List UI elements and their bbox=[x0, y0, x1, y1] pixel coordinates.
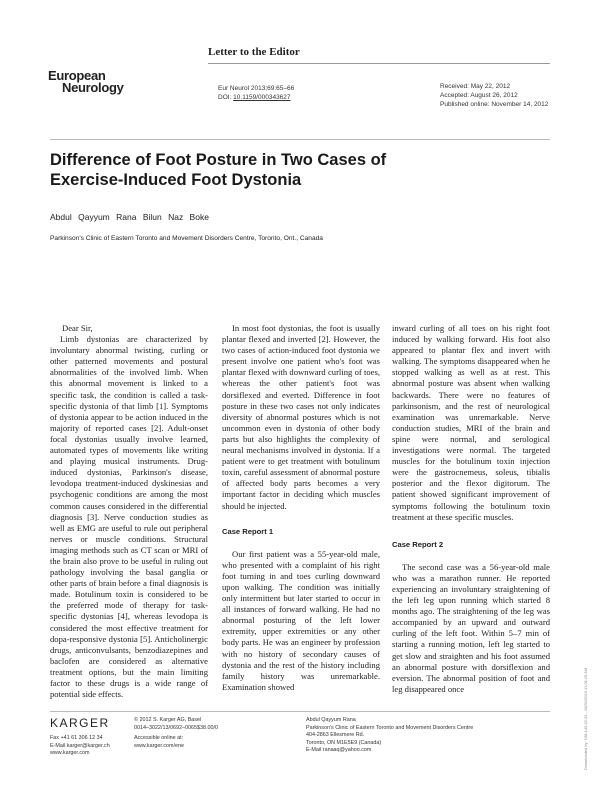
journal-logo bbox=[48, 70, 138, 94]
footer-rule bbox=[50, 711, 550, 712]
publisher-website[interactable]: www.karger.com bbox=[50, 750, 90, 756]
paragraph: inward curling of all toes on his right foot induced by walking forward. His foot also appeared to plantar flex and invert with walking. The symptoms disappeared when he stopped walking as well as at rest. This abnormal posture was absent when walking backwards. There were no features of parkinsonism, and the rest of neurological examination was unremarkable. Nerve conduction studies, MRI of the brain and spine were normal, and serological investigations were normal. The targeted muscles for the botulinum toxin injection were the gastrocnemeus, soleus, tibialis posterior and the flexor digitorum. The patient showed significant improvement of symptoms following the botulinum toxin treatment at these specific muscles. bbox=[392, 323, 550, 522]
paragraph: Limb dystonias are characterized by involuntary abnormal twisting, curling or other patterned movements and postural abnormalities of the involved limb. When this abnormal movement is linked to a specific task, the condition is called a task-specific dystonia of that limb [1]. Symptoms of dystonia appear to be action induced in the majority of reported cases [2]. Adult-onset focal dystonias usually involve learned, automated types of movements like writing and playing musical instruments. Drug-induced dystonias, Parkinson's disease, levodopa treatment-induced dyskinesias and psychogenic conditions are among the most common causes considered in the differential diagnosis [3]. Nerve conduction studies as well as EMG are useful to rule out peripheral nerves or muscle conditions. Structural imaging methods such as CT scan or MRI of the brain also prove to be useful in ruling out pathology involving the basal ganglia or other parts of brain before a final diagnosis is made. Botulinum toxin is considered to be the preferred mode of therapy for task-specific dystonias [4], whereas levodopa is considered the most effective treatment for dopa-responsive dystonia [5]. Anticholinergic drugs, anticonvulsants, benzodiazepines and baclofen are considered as alternative treatment options, but the main limiting factor to these drugs is a wide range of potential side effects. bbox=[50, 334, 208, 700]
issn: 0014–3022/13/0692–0065$38.00/0 bbox=[134, 724, 218, 731]
affiliation: Parkinson's Clinic of Eastern Toronto and Movement Disorders Centre, Toronto, Ont., Canada bbox=[50, 235, 323, 242]
dates-block bbox=[440, 82, 548, 109]
corr-city: Toronto, ON M1E5E9 (Canada) bbox=[306, 739, 382, 746]
copyright: © 2012 S. Karger AG, Basel bbox=[134, 717, 202, 723]
accessible-label: Accessible online at: bbox=[134, 735, 184, 741]
logo-line-2: Neurology bbox=[62, 80, 124, 95]
correspondence-block bbox=[306, 717, 473, 755]
paragraph: In most foot dystonias, the foot is usually plantar flexed and inverted [2]. However, the two cases of action-induced foot dystonia we present involve one patient who's foot was plantar flexed with downward curling of toes, whereas the other patient's foot was dorsiflexed and everted. Difference in foot posture in these two cases not only indicates diversity of abnormal postures which is not uncommon even in dystonia of other body parts but also highlights the complexity of neural mechanisms involved in dystonia. If a patient were to get treatment with botulinum toxin, careful assessment of abnormal posture of affected body parts becomes a very important factor in deciding which muscles should be injected. bbox=[222, 323, 380, 511]
title-rule bbox=[50, 139, 550, 140]
download-watermark: Downloaded by: 198.143.32.33 - 10/31/2019 11:06:29 AM bbox=[583, 667, 588, 770]
title-line-1: Difference of Foot Posture in Two Cases of bbox=[50, 151, 387, 169]
section-heading-case-2: Case Report 2 bbox=[392, 539, 444, 549]
accessible-link[interactable]: www.karger.com/ene bbox=[134, 742, 185, 749]
paragraph: Our first patient was a 55-year-old male, who presented with a complaint of his right foot turning in and toes curling downward upon walking. The condition was initially only intermittent but later started to occur in all instances of forward walking. He had no abnormal posturing of the left lower extremity, upper extremities or any other body parts. He was an engineer by profession with no history of secondary causes of dystonia and the rest of the history including family history was unremarkable. Examination showed bbox=[222, 548, 380, 692]
paragraph: The second case was a 56-year-old male who was a marathon runner. He reported experiencing an involuntary straightening of the left leg upon running which started 8 months ago. The straightening of the leg was accompanied by an upward and outward curling of the left foot. Within 5–7 min of starting a running motion, left leg started to get slow and straighten and his foot assumed an abnormal posture with dorsiflexion and eversion. The abnormal position of foot and leg disappeared once bbox=[392, 561, 550, 694]
doi-label: DOI: bbox=[218, 94, 234, 101]
title-line-2: Exercise-Induced Foot Dystonia bbox=[50, 171, 302, 189]
header-rule bbox=[208, 63, 550, 64]
publisher-contact bbox=[50, 735, 110, 758]
corr-email[interactable]: E-Mail ranaaq@yahoo.com bbox=[306, 747, 372, 753]
article-title bbox=[50, 150, 530, 190]
salutation: Dear Sir, bbox=[62, 323, 93, 333]
column-2 bbox=[222, 323, 380, 693]
publisher-logo: KARGER bbox=[50, 716, 110, 730]
author-name: Bilun Naz Boke bbox=[142, 212, 209, 222]
doi-link[interactable]: 10.1159/000343627 bbox=[233, 94, 291, 101]
received-date: Received: May 22, 2012 bbox=[440, 83, 511, 90]
accepted-date: Accepted: August 26, 2012 bbox=[440, 92, 518, 99]
fax: Fax +41 61 306 12 34 bbox=[50, 735, 103, 741]
citation-block bbox=[218, 84, 294, 102]
corr-street: 404-2863 Ellesmere Rd. bbox=[306, 732, 365, 738]
column-3 bbox=[392, 323, 550, 695]
doi-line bbox=[218, 93, 294, 102]
section-heading-case-1: Case Report 1 bbox=[222, 526, 274, 536]
section-label: Letter to the Editor bbox=[208, 46, 300, 58]
corr-name: Abdul Qayyum Rana bbox=[306, 717, 356, 723]
author-list bbox=[50, 212, 209, 222]
corr-clinic: Parkinson's Clinic of Eastern Toronto and Movement Disorders Centre bbox=[306, 724, 474, 731]
column-1 bbox=[50, 323, 208, 700]
author-name: Abdul Qayyum Rana bbox=[50, 212, 137, 222]
copyright-block bbox=[134, 717, 218, 750]
published-date: Published online: November 14, 2012 bbox=[440, 101, 549, 108]
citation: Eur Neurol 2013;69:65–66 bbox=[218, 85, 295, 92]
publisher-email[interactable]: E-Mail karger@karger.ch bbox=[50, 742, 110, 749]
logo-line-1: European bbox=[48, 68, 106, 83]
